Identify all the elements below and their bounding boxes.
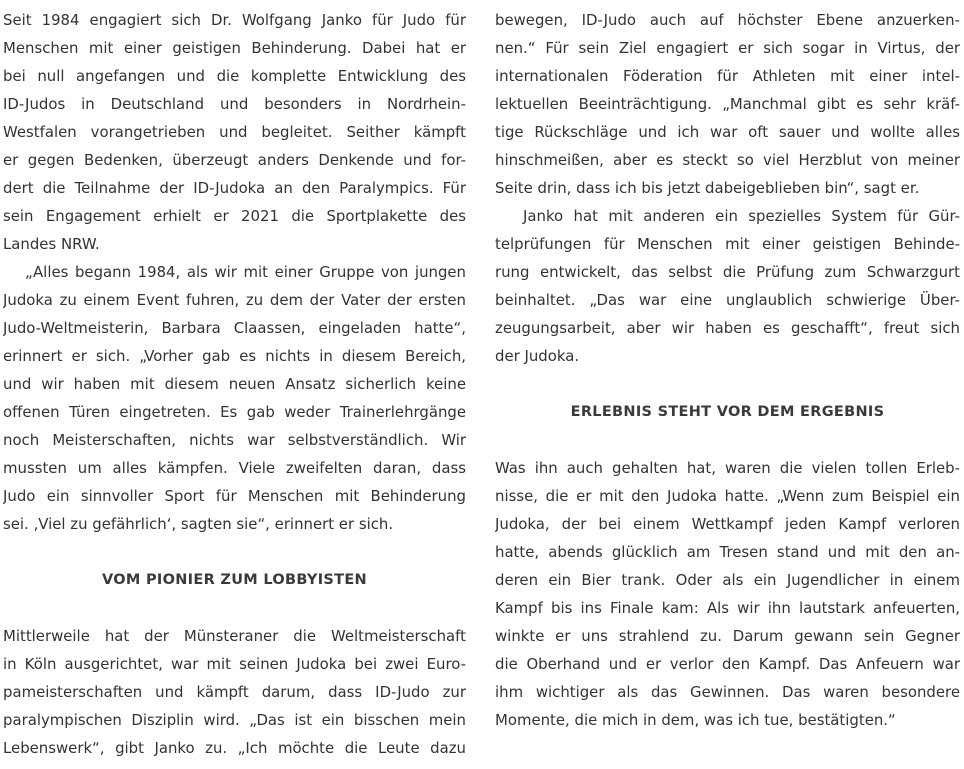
text-line: Was ihn auch gehalten hat, waren die vielen tollen Erleb- [495, 459, 960, 477]
text-line: winkte er uns strahlend zu. Darum gewann sein Gegner [495, 627, 960, 645]
text-line: beinhaltet. „Das war eine unglaublich schwierige Über- [495, 291, 960, 309]
text-line: er gegen Bedenken, überzeugt anders Denkende und for- [3, 151, 466, 169]
section-heading: ERLEBNIS STEHT VOR DEM ERGEBNIS [570, 404, 885, 420]
text-line: mussten um alles kämpfen. Viele zweifelten daran, dass [3, 459, 466, 477]
text-line: bewegen, ID-Judo auch auf höchster Ebene anzuerken- [495, 11, 960, 29]
text-line: ihm wichtiger als das Gewinnen. Das waren besondere [495, 683, 960, 701]
text-line: telprüfungen für Menschen mit einer geistigen Behinde- [495, 235, 960, 253]
text-line: die Oberhand und er verlor den Kampf. Das Anfeuern war [495, 655, 960, 673]
text-line: Seite drin, dass ich bis jetzt dabeigeblieben bin“, sagt er. [495, 179, 920, 197]
text-line: Judo ein sinnvoller Sport für Menschen mit Behinderung [3, 487, 466, 505]
text-line: Menschen mit einer geistigen Behinderung. Dabei hat er [3, 39, 466, 57]
text-line: paralympischen Disziplin wird. „Das ist ein bisschen mein [3, 711, 466, 729]
text-line: rung entwickelt, das selbst die Prüfung zum Schwarzgurt [495, 263, 960, 281]
text-line: internationalen Föderation für Athleten mit einer intel- [495, 67, 960, 85]
text-line: erinnert er sich. „Vorher gab es nichts in diesem Bereich, [3, 347, 466, 365]
text-line: bei null angefangen und die komplette Entwicklung des [3, 67, 466, 85]
text-line: nen.“ Für sein Ziel engagiert er sich sogar in Virtus, der [495, 39, 960, 57]
text-line: sei. ‚Viel zu gefährlich‘, sagten sie“, erinnert er sich. [3, 515, 394, 533]
text-line: offenen Türen eingetreten. Es gab weder Trainerlehrgänge [3, 403, 466, 421]
text-line: lektuellen Beeinträchtigung. „Manchmal gibt es sehr kräf- [495, 95, 960, 113]
text-line: zeugungsarbeit, aber wir haben es geschafft“, freut sich [495, 319, 960, 337]
text-line: nisse, die er mit den Judoka hatte. „Wenn zum Beispiel ein [495, 487, 960, 505]
text-line: noch Meisterschaften, nichts war selbstverständlich. Wir [3, 431, 466, 449]
text-line: pameisterschaften und kämpft darum, dass ID-Judo zur [3, 683, 466, 701]
text-line: in Köln ausgerichtet, war mit seinen Judoka bei zwei Euro- [3, 655, 466, 673]
text-line: Judo-Weltmeisterin, Barbara Claassen, eingeladen hatte“, [3, 319, 466, 337]
text-line: hinschmeißen, aber es steckt so viel Herzblut von meiner [495, 151, 960, 169]
text-line: „Alles begann 1984, als wir mit einer Gruppe von jungen [25, 263, 466, 281]
text-line: Westfalen vorangetrieben und begleitet. Seither kämpft [3, 123, 466, 141]
section-heading: VOM PIONIER ZUM LOBBYISTEN [102, 572, 367, 588]
text-line: Judoka zu einem Event fuhren, zu dem der Vater der ersten [3, 291, 466, 309]
text-line: Momente, die mich in dem, was ich tue, bestätigten.“ [495, 711, 896, 729]
text-line: deren ein Bier trank. Oder als ein Jugendlicher in einem [495, 571, 960, 589]
text-line: dert die Teilnahme der ID-Judoka an den Paralympics. Für [3, 179, 466, 197]
text-line: Landes NRW. [3, 235, 100, 253]
text-line: und wir haben mit diesem neuen Ansatz sicherlich keine [3, 375, 466, 393]
text-line: Mittlerweile hat der Münsteraner die Weltmeisterschaft [3, 627, 466, 645]
text-line: Kampf bis ins Finale kam: Als wir ihn lautstark anfeuerten, [495, 599, 960, 617]
text-line: der Judoka. [495, 347, 580, 365]
text-line: tige Rückschläge und ich war oft sauer und wollte alles [495, 123, 960, 141]
text-line: Judoka, der bei einem Wettkampf jeden Kampf verloren [495, 515, 960, 533]
text-line: ID-Judos in Deutschland und besonders in Nordrhein- [3, 95, 466, 113]
text-line: hatte, abends glücklich am Tresen stand und mit den an- [495, 543, 960, 561]
text-line: sein Engagement erhielt er 2021 die Sportplakette des [3, 207, 466, 225]
text-line: Janko hat mit anderen ein spezielles System für Gür- [523, 207, 960, 225]
text-line: Seit 1984 engagiert sich Dr. Wolfgang Janko für Judo für [3, 11, 466, 29]
text-line: Lebenswerk“, gibt Janko zu. „Ich möchte die Leute dazu [3, 739, 466, 757]
